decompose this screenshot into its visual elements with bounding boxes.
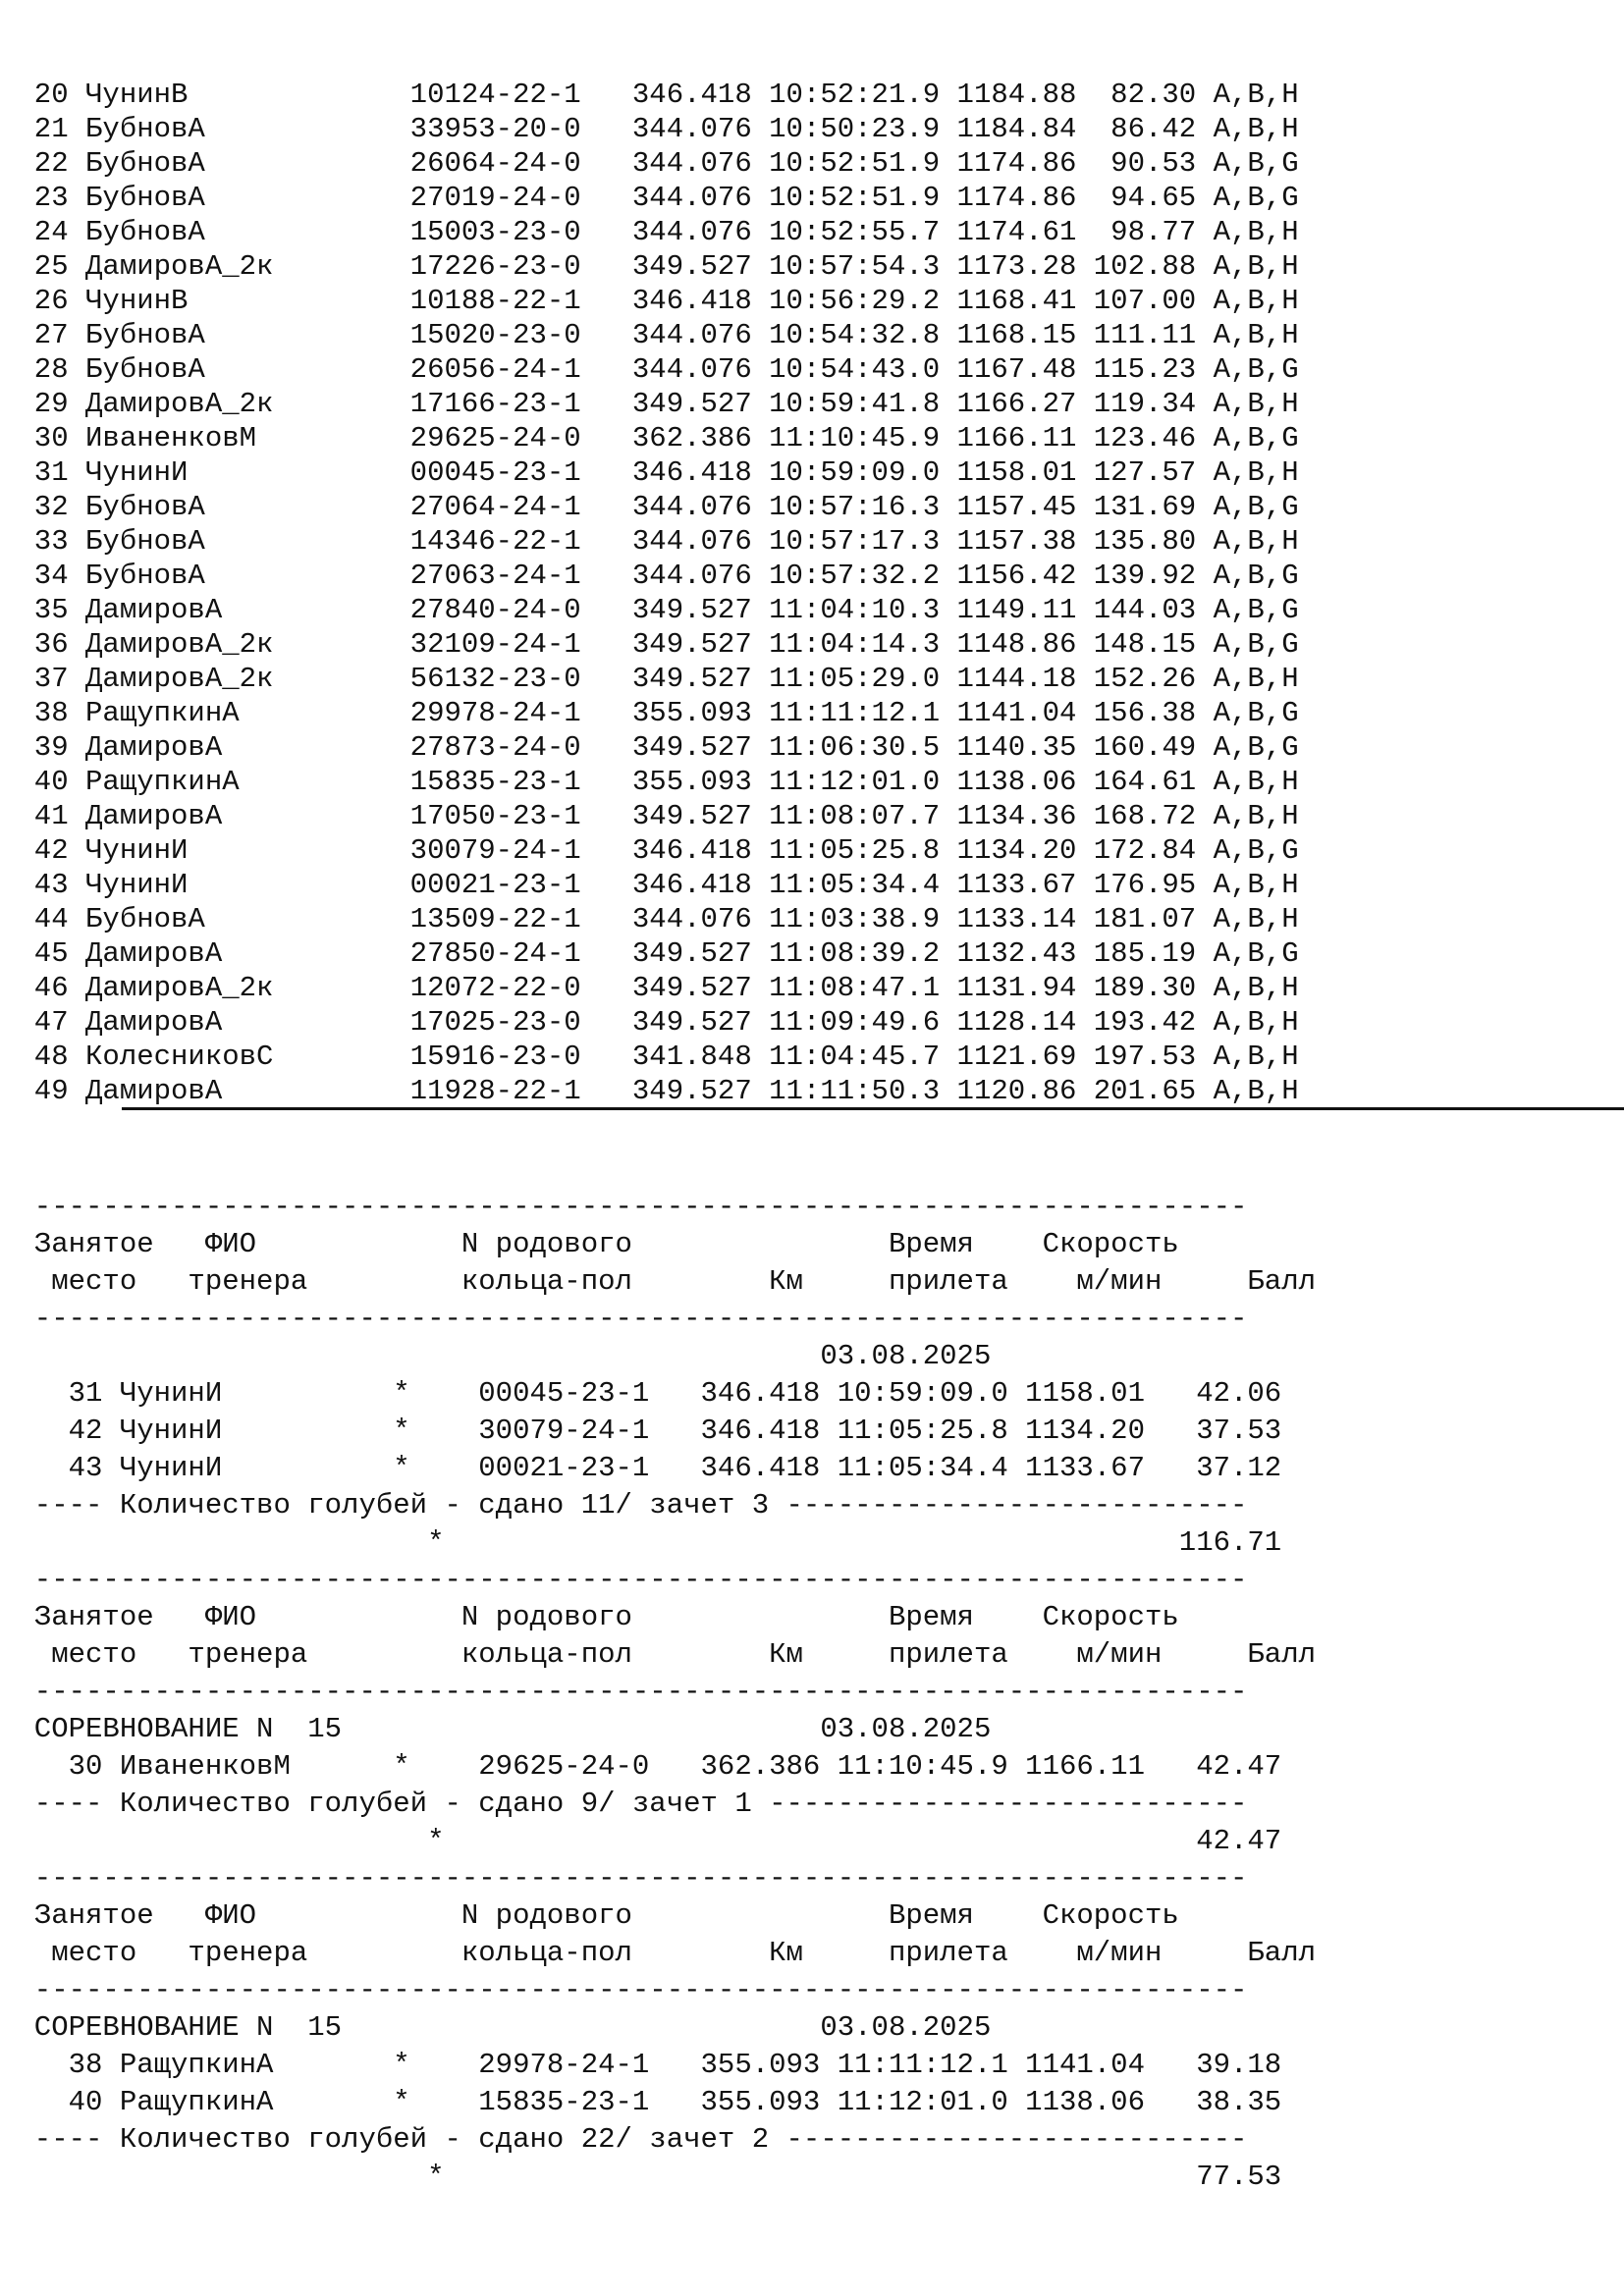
results-row: 20 ЧунинВ 10124-22-1 346.418 10:52:21.9 1184.88 82.30 A,B,H bbox=[0, 79, 1299, 111]
results-row: 24 БубновА 15003-23-0 344.076 10:52:55.7 1174.61 98.77 A,B,H bbox=[0, 216, 1299, 248]
summary-row: 30 ИваненковМ * 29625-24-0 362.386 11:10:45.9 1166.11 42.47 bbox=[0, 1750, 1282, 1783]
results-row: 25 ДамировА_2к 17226-23-0 349.527 10:57:54.3 1173.28 102.88 A,B,H bbox=[0, 250, 1299, 283]
results-row: 48 КолесниковС 15916-23-0 341.848 11:04:45.7 1121.69 197.53 A,B,H bbox=[0, 1041, 1299, 1073]
summary-row: 40 РащупкинА * 15835-23-1 355.093 11:12:01.0 1138.06 38.35 bbox=[0, 2086, 1282, 2118]
competition-line: СОРЕВНОВАНИЕ N 15 03.08.2025 bbox=[0, 2011, 992, 2044]
results-row: 49 ДамировА 11928-22-1 349.527 11:11:50.3 1120.86 201.65 A,B,H bbox=[0, 1075, 1299, 1107]
results-row: 21 БубновА 33953-20-0 344.076 10:50:23.9 1184.84 86.42 A,B,H bbox=[0, 113, 1299, 145]
summary-row: 31 ЧунинИ * 00045-23-1 346.418 10:59:09.0 1158.01 42.06 bbox=[0, 1377, 1282, 1410]
divider-line: ----------------------------------------------------------------------- bbox=[0, 1191, 1248, 1223]
column-header: Занятое ФИО N родового Время Скорость bbox=[0, 1601, 1179, 1633]
results-row: 37 ДамировА_2к 56132-23-0 349.527 11:05:29.0 1144.18 152.26 A,B,H bbox=[0, 663, 1299, 695]
summary-row: 42 ЧунинИ * 30079-24-1 346.418 11:05:25.8 1134.20 37.53 bbox=[0, 1415, 1282, 1447]
results-row: 39 ДамировА 27873-24-0 349.527 11:06:30.5 1140.35 160.49 A,B,G bbox=[0, 731, 1299, 764]
results-row: 41 ДамировА 17050-23-1 349.527 11:08:07.7 1134.36 168.72 A,B,H bbox=[0, 800, 1299, 832]
column-header: место тренера кольца-пол Км прилета м/мин Балл bbox=[0, 1937, 1317, 1969]
results-row: 28 БубновА 26056-24-1 344.076 10:54:43.0 1167.48 115.23 A,B,G bbox=[0, 353, 1299, 386]
results-row: 36 ДамировА_2к 32109-24-1 349.527 11:04:14.3 1148.86 148.15 A,B,G bbox=[0, 628, 1299, 661]
divider-line: ----------------------------------------------------------------------- bbox=[0, 1564, 1248, 1596]
results-row: 43 ЧунинИ 00021-23-1 346.418 11:05:34.4 1133.67 176.95 A,B,H bbox=[0, 869, 1299, 901]
results-row: 26 ЧунинВ 10188-22-1 346.418 10:56:29.2 1168.41 107.00 A,B,H bbox=[0, 285, 1299, 317]
pigeon-count-line: ---- Количество голубей - сдано 22/ зачет 2 --------------------------- bbox=[0, 2123, 1248, 2156]
table-bottom-rule bbox=[122, 1107, 1624, 1110]
date-line: 03.08.2025 bbox=[0, 1340, 992, 1372]
results-row: 31 ЧунинИ 00045-23-1 346.418 10:59:09.0 1158.01 127.57 A,B,H bbox=[0, 456, 1299, 489]
results-row: 22 БубновА 26064-24-0 344.076 10:52:51.9 1174.86 90.53 A,B,G bbox=[0, 147, 1299, 180]
results-row: 44 БубновА 13509-22-1 344.076 11:03:38.9 1133.14 181.07 A,B,H bbox=[0, 903, 1299, 935]
results-row: 34 БубновА 27063-24-1 344.076 10:57:32.2 1156.42 139.92 A,B,G bbox=[0, 560, 1299, 592]
column-header: Занятое ФИО N родового Время Скорость bbox=[0, 1228, 1179, 1260]
total-line: * 42.47 bbox=[0, 1825, 1282, 1857]
divider-line: ----------------------------------------------------------------------- bbox=[0, 1303, 1248, 1335]
results-row: 45 ДамировА 27850-24-1 349.527 11:08:39.2 1132.43 185.19 A,B,G bbox=[0, 937, 1299, 970]
results-row: 35 ДамировА 27840-24-0 349.527 11:04:10.3 1149.11 144.03 A,B,G bbox=[0, 594, 1299, 626]
results-row: 27 БубновА 15020-23-0 344.076 10:54:32.8 1168.15 111.11 A,B,H bbox=[0, 319, 1299, 351]
total-line: * 116.71 bbox=[0, 1526, 1282, 1559]
results-row: 40 РащупкинА 15835-23-1 355.093 11:12:01.0 1138.06 164.61 A,B,H bbox=[0, 766, 1299, 798]
column-header: место тренера кольца-пол Км прилета м/мин Балл bbox=[0, 1638, 1317, 1671]
results-row: 46 ДамировА_2к 12072-22-0 349.527 11:08:47.1 1131.94 189.30 A,B,H bbox=[0, 972, 1299, 1004]
summary-row: 38 РащупкинА * 29978-24-1 355.093 11:11:12.1 1141.04 39.18 bbox=[0, 2049, 1282, 2081]
pigeon-count-line: ---- Количество голубей - сдано 9/ зачет 1 ---------------------------- bbox=[0, 1788, 1248, 1820]
divider-line: ----------------------------------------------------------------------- bbox=[0, 1676, 1248, 1708]
column-header: место тренера кольца-пол Км прилета м/мин Балл bbox=[0, 1265, 1317, 1298]
results-row: 29 ДамировА_2к 17166-23-1 349.527 10:59:41.8 1166.27 119.34 A,B,H bbox=[0, 388, 1299, 420]
results-row: 38 РащупкинА 29978-24-1 355.093 11:11:12.1 1141.04 156.38 A,B,G bbox=[0, 697, 1299, 729]
total-line: * 77.53 bbox=[0, 2161, 1282, 2193]
results-row: 30 ИваненковМ 29625-24-0 362.386 11:10:45.9 1166.11 123.46 A,B,G bbox=[0, 422, 1299, 454]
competition-line: СОРЕВНОВАНИЕ N 15 03.08.2025 bbox=[0, 1713, 992, 1745]
column-header: Занятое ФИО N родового Время Скорость bbox=[0, 1899, 1179, 1932]
pigeon-count-line: ---- Количество голубей - сдано 11/ зачет 3 --------------------------- bbox=[0, 1489, 1248, 1522]
results-row: 47 ДамировА 17025-23-0 349.527 11:09:49.6 1128.14 193.42 A,B,H bbox=[0, 1006, 1299, 1039]
results-row: 32 БубновА 27064-24-1 344.076 10:57:16.3 1157.45 131.69 A,B,G bbox=[0, 491, 1299, 523]
divider-line: ----------------------------------------------------------------------- bbox=[0, 1862, 1248, 1895]
divider-line: ----------------------------------------------------------------------- bbox=[0, 1974, 1248, 2006]
results-row: 23 БубновА 27019-24-0 344.076 10:52:51.9 1174.86 94.65 A,B,G bbox=[0, 182, 1299, 214]
results-row: 42 ЧунинИ 30079-24-1 346.418 11:05:25.8 1134.20 172.84 A,B,G bbox=[0, 834, 1299, 867]
summary-row: 43 ЧунинИ * 00021-23-1 346.418 11:05:34.4 1133.67 37.12 bbox=[0, 1452, 1282, 1484]
results-row: 33 БубновА 14346-22-1 344.076 10:57:17.3 1157.38 135.80 A,B,H bbox=[0, 525, 1299, 558]
